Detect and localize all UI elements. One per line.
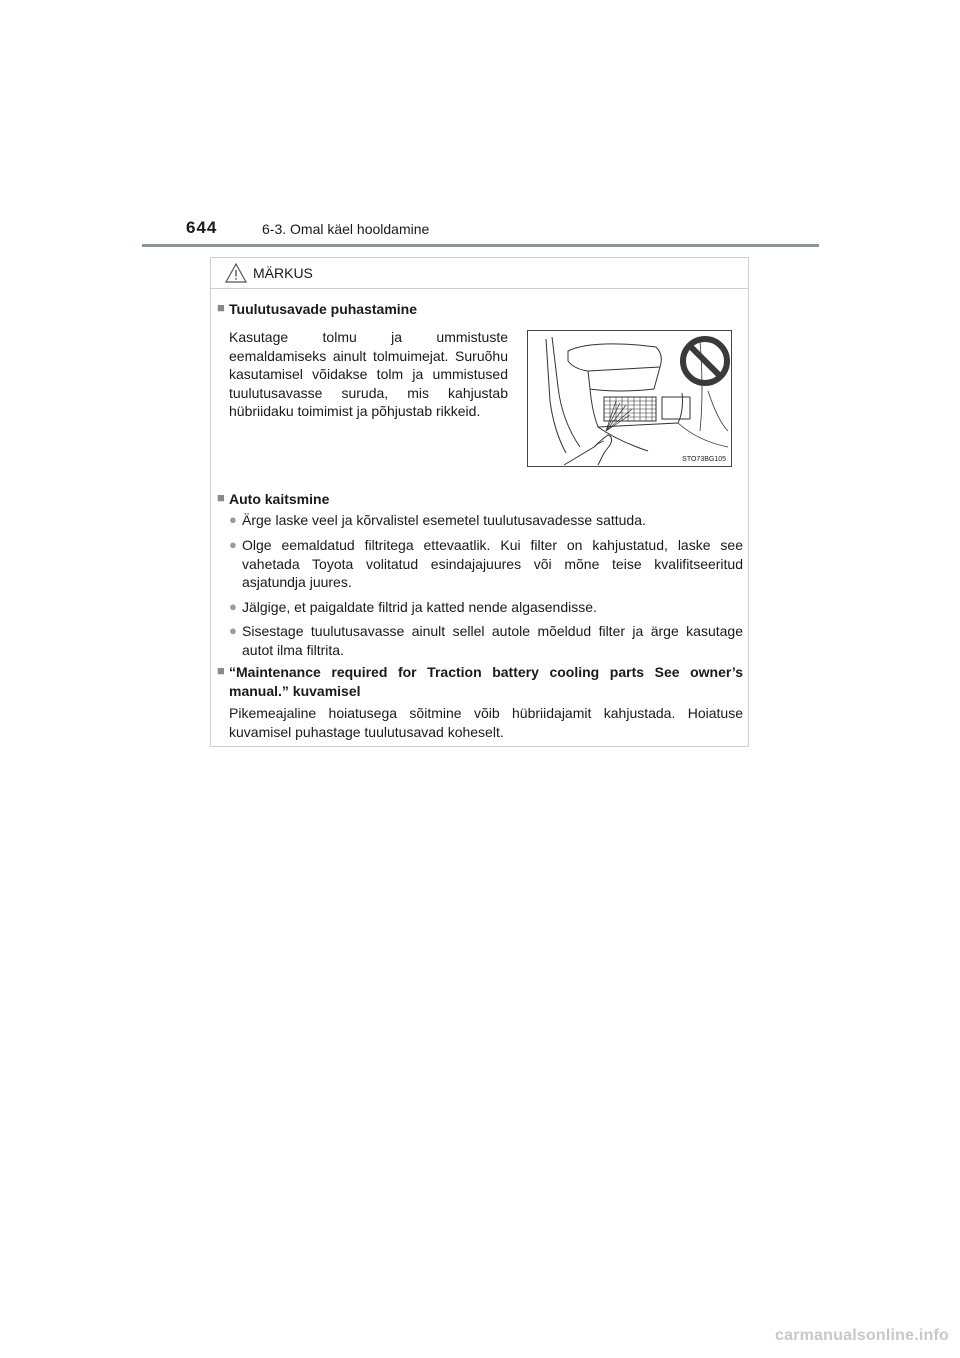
page-number: 644 xyxy=(186,218,218,237)
watermark: carmanualsonline.info xyxy=(775,1327,950,1344)
notice-header xyxy=(211,258,748,289)
maintenance-message-paragraph: Pikemeajaline hoiatusega sõitmine võib hübriidajamit kahjustada. Hoiatuse kuvamisel puhastage tuulutusavad koheselt. xyxy=(229,705,743,740)
circle-bullet-icon: ● xyxy=(229,512,237,527)
circle-bullet-icon: ● xyxy=(229,537,237,552)
list-item: ● Olge eemaldatud filtritega ettevaatlik. Kui filter on kahjustatud, laske see vahetada Toyota volitatud esindajajuures või mõne teise kvalifitseeritud asjatundja juures. xyxy=(229,537,743,590)
circle-bullet-icon: ● xyxy=(229,599,237,614)
vent-cleaning-paragraph: Kasutage tolmu ja ummistuste eemaldamiseks ainult tolmuimejat. Suruõhu kasutamisel võidakse tolm ja ummistused tuulutusavasse suruda, mis kahjustab hübriidaku toimimist ja põhjustab rikkeid. xyxy=(229,329,508,419)
square-bullet-icon: ■ xyxy=(217,300,225,315)
illustration-code: STO73BG105 xyxy=(682,456,726,463)
list-item: ● Sisestage tuulutusavasse ainult sellel autole mõeldud filter ja ärge kasutage autot ilma filtrita. xyxy=(229,623,743,658)
square-bullet-icon: ■ xyxy=(217,490,225,505)
section-heading-vehicle-protection: ■ Auto kaitsmine xyxy=(217,490,330,507)
notice-box xyxy=(210,257,749,747)
vent-cleaning-illustration xyxy=(527,330,732,467)
section-heading-maintenance-message: ■ “Maintenance required for Traction battery cooling parts See owner’s manual.” kuvamisel xyxy=(217,663,743,699)
section-title: 6-3. Omal käel hooldamine xyxy=(262,221,430,237)
section-heading-vent-cleaning: ■ Tuulutusavade puhastamine xyxy=(217,300,417,317)
header-rule xyxy=(142,244,819,247)
prohibited-icon xyxy=(683,339,727,383)
square-bullet-icon: ■ xyxy=(217,663,225,678)
vent-illustration-drawing xyxy=(528,331,731,466)
notice-title: MÄRKUS xyxy=(253,265,313,281)
warning-triangle-icon xyxy=(225,263,247,283)
list-item: ● Ärge laske veel ja kõrvalistel esemetel tuulutusavadesse sattuda. xyxy=(229,512,646,528)
list-item: ● Jälgige, et paigaldate filtrid ja katted nende algasendisse. xyxy=(229,599,597,615)
circle-bullet-icon: ● xyxy=(229,623,237,638)
